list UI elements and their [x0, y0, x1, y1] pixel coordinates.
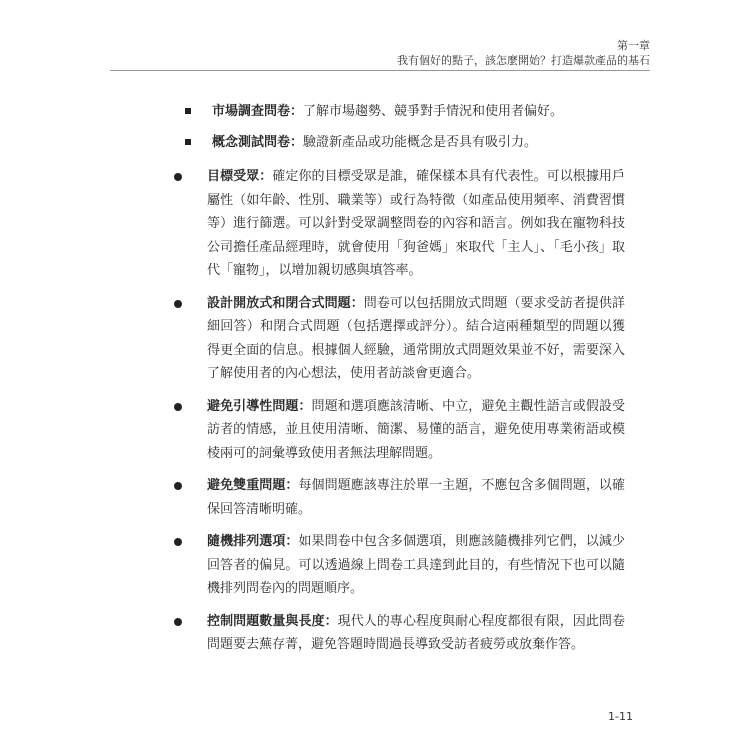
- chapter-label: 第一章: [617, 39, 650, 52]
- item-title: 隨機排列選項：: [207, 534, 299, 549]
- item-title: 避免引導性問題：: [207, 398, 312, 414]
- sub-item-title: 市場調查問卷：: [212, 104, 304, 119]
- round-bullet-icon: [174, 618, 182, 626]
- item-text: 問卷可以包括開放式問題（要求受訪者提供詳細回答）和閉合式問題（包括選擇或評分）。結合這兩種類型的問題以獲得更全面的信息。根據個人經驗，通常開放式問題效果並不好，需要深入了解使用者的內心想法，使用者訪談會更適合。: [207, 295, 625, 381]
- list-item: [187, 474, 625, 521]
- page-number: 1-11: [608, 710, 633, 723]
- item-text: 現代人的專心程度與耐心程度都很有限，因此問卷問題要去蕪存菁，避免答題時間過長導致受訪者疲勞或放棄作答。: [207, 613, 625, 652]
- header-divider: [110, 70, 650, 71]
- page-body: [185, 98, 625, 657]
- item-title: 目標受眾：: [207, 169, 273, 184]
- list-item: [187, 610, 625, 657]
- sub-item-text: 驗證新產品或功能概念是否具有吸引力。: [303, 135, 538, 150]
- square-bullet-icon: [185, 108, 191, 114]
- sub-item-title: 概念測試問卷：: [212, 135, 304, 150]
- round-bullet-icon: [174, 482, 182, 490]
- square-bullet-icon: [185, 139, 191, 145]
- list-item: [187, 292, 625, 386]
- sub-list-item: [185, 129, 625, 156]
- running-header: [397, 38, 650, 68]
- round-bullet-icon: [174, 538, 182, 546]
- item-text: 問題和選項應該清晰、中立，避免主觀性語言或假設受訪者的情感，並且使用清晰、簡潔、易懂的語言，避免使用專業術語或模棱兩可的詞彙導致使用者無法理解問題。: [207, 398, 625, 461]
- sub-item-text: 了解市場趨勢、競爭對手情況和使用者偏好。: [303, 104, 564, 119]
- round-bullet-icon: [174, 173, 182, 181]
- item-title: 控制問題數量與長度：: [207, 613, 338, 629]
- list-item: [187, 395, 625, 466]
- chapter-subtitle: 我有個好的點子，該怎麼開始？打造爆款產品的基石: [397, 54, 650, 67]
- round-bullet-icon: [174, 403, 182, 411]
- item-text: 每個問題應該專注於單一主題，不應包含多個問題，以確保回答清晰明確。: [207, 478, 625, 517]
- sub-list-item: [185, 98, 625, 125]
- item-text: 確定你的目標受眾是誰，確保樣本具有代表性。可以根據用戶屬性（如年齡、性別、職業等）或行為特徵（如產品使用頻率、消費習慣等）進行篩選。可以針對受眾調整問卷的內容和語言。例如我在寵物科技公司擔任產品經理時，就會使用「狗爸媽」來取代「主人」、「毛小孩」取代「寵物」，以增加親切感與填答率。: [207, 169, 625, 278]
- list-item: [187, 530, 625, 601]
- round-bullet-icon: [174, 300, 182, 308]
- item-text: 如果問卷中包含多個選項，則應該隨機排列它們，以減少回答者的偏見。可以透過線上問卷工具達到此目的，有些情況下也可以隨機排列問卷內的問題順序。: [207, 534, 625, 596]
- item-title: 設計開放式和閉合式問題：: [207, 295, 364, 311]
- item-title: 避免雙重問題：: [207, 478, 299, 493]
- list-item: [187, 165, 625, 283]
